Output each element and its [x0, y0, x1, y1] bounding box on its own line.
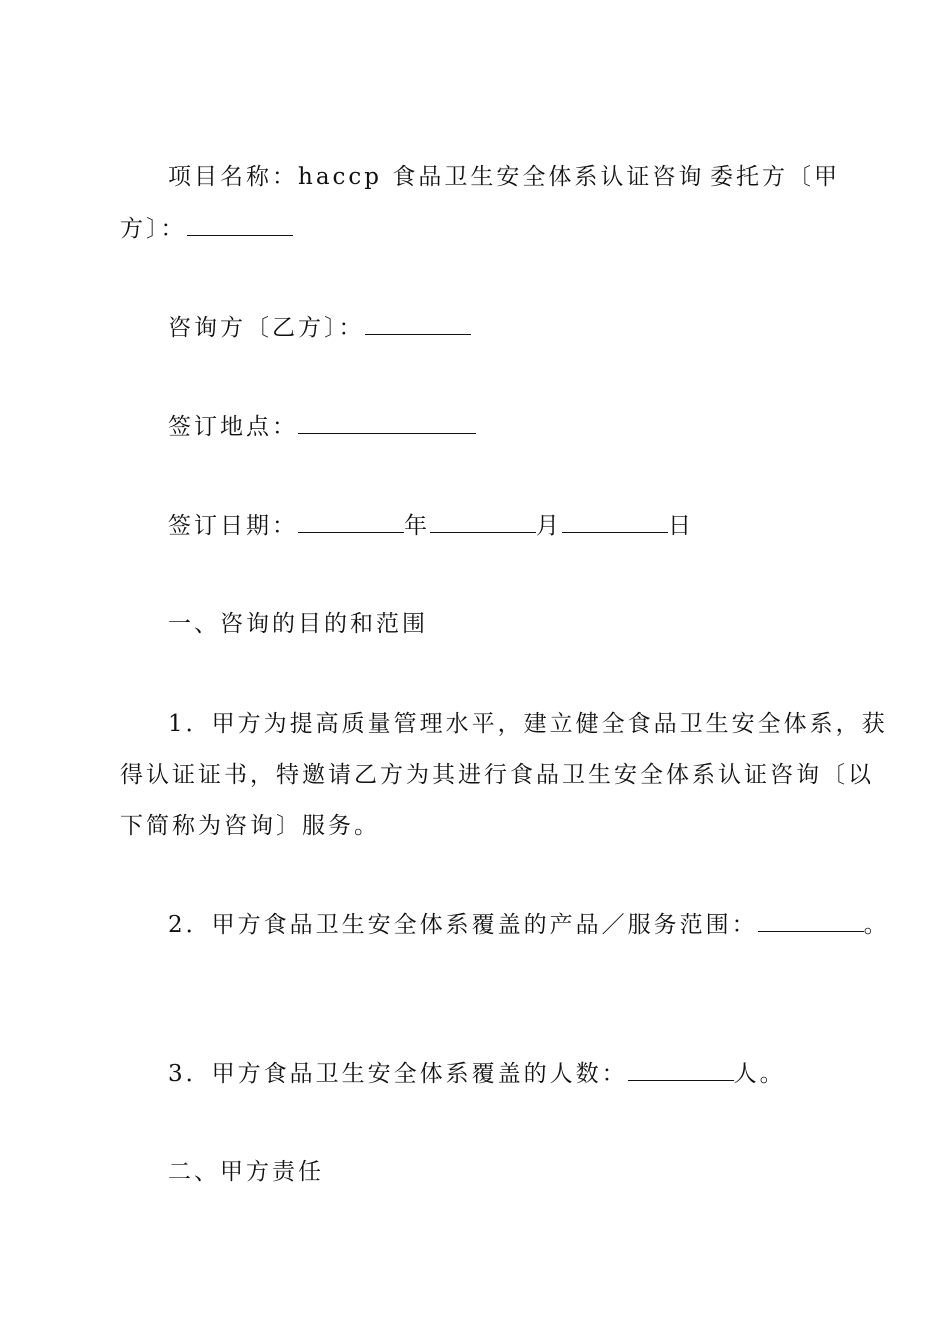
item1-line3 [120, 815, 380, 838]
month-blank [430, 514, 536, 533]
item1-line2 [120, 764, 874, 787]
project-name-line [168, 166, 704, 189]
section1-heading [168, 613, 428, 636]
client-label-start [710, 166, 840, 189]
consultant-label: 咨询方〔乙方〕： [168, 315, 365, 341]
item1-line1-text: 1．甲方为提高质量管理水平，建立健全食品卫生安全体系，获 [168, 711, 888, 737]
item1-line2-text: 得认证证书，特邀请乙方为其进行食品卫生安全体系认证咨询〔以 [120, 762, 874, 788]
client-blank [187, 217, 293, 236]
section2-heading [168, 1161, 324, 1184]
item1-line1 [168, 713, 888, 736]
item3-line [168, 1062, 786, 1086]
item2-blank [758, 913, 864, 932]
consultant-line [168, 316, 471, 340]
item3-end: 人。 [733, 1061, 786, 1087]
month-text: 月 [536, 513, 562, 539]
item2-line [168, 913, 890, 937]
client-label-cont: 方〕： [120, 216, 187, 242]
item2-end: 。 [863, 912, 890, 938]
item3-blank [628, 1062, 734, 1081]
day-blank [562, 514, 668, 533]
client-label-text: 委托方〔甲 [710, 164, 840, 190]
project-name-text: 项目名称：haccp 食品卫生安全体系认证咨询 [168, 164, 705, 190]
item3-label: 3．甲方食品卫生安全体系覆盖的人数： [168, 1061, 628, 1087]
sign-date-label: 签订日期： [168, 513, 298, 539]
sign-date-line [168, 514, 694, 538]
sign-place-line [168, 415, 476, 439]
sign-place-label: 签订地点： [168, 414, 298, 440]
year-blank [298, 514, 404, 533]
year-text: 年 [404, 513, 430, 539]
client-line [120, 217, 293, 241]
section2-title: 二、甲方责任 [168, 1159, 324, 1185]
item1-line3-text: 下简称为咨询〕服务。 [120, 813, 380, 839]
section1-title: 一、咨询的目的和范围 [168, 611, 428, 637]
item2-label: 2．甲方食品卫生安全体系覆盖的产品／服务范围： [168, 912, 758, 938]
sign-place-blank [298, 415, 476, 434]
day-text: 日 [668, 513, 694, 539]
consultant-blank [365, 316, 471, 335]
